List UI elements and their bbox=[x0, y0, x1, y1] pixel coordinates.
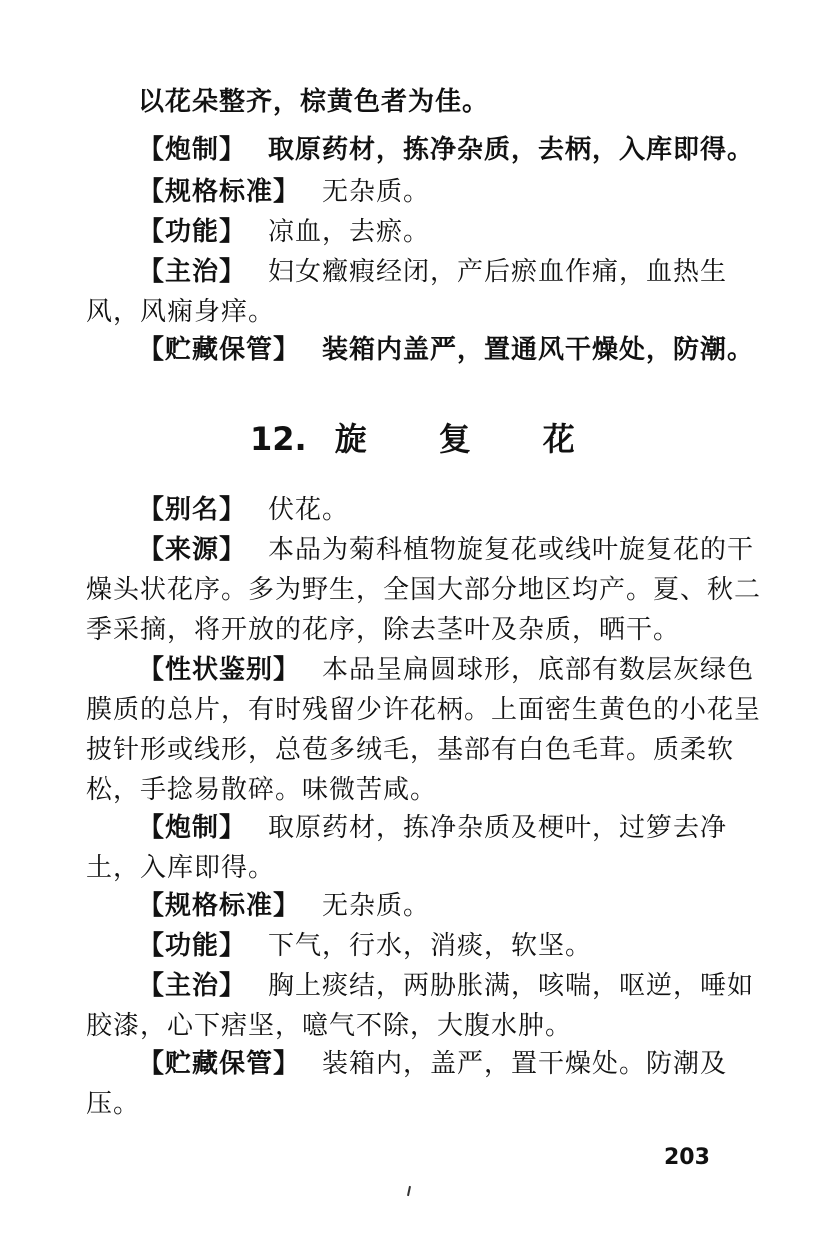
entry-title-char-3: 花 bbox=[542, 420, 575, 458]
entry-standard bbox=[86, 886, 762, 926]
prev-function bbox=[86, 212, 762, 252]
indication-label: 【主治】 bbox=[138, 971, 247, 1001]
source-label: 【来源】 bbox=[138, 535, 247, 565]
prev-storage bbox=[86, 330, 762, 370]
entry-title-char-2: 复 bbox=[438, 420, 471, 458]
prev-quality-line: 以花朵整齐，棕黄色者为佳。 bbox=[138, 87, 490, 117]
prev-processing bbox=[86, 130, 762, 170]
standard-label: 【规格标准】 bbox=[138, 891, 301, 921]
alias-text: 伏花。 bbox=[268, 495, 350, 525]
prev-processing-text: 取原药材，拣净杂质，去柄，入库即得。 bbox=[268, 135, 755, 165]
storage-label: 【贮藏保管】 bbox=[138, 1049, 301, 1079]
function-label: 【功能】 bbox=[138, 931, 247, 961]
entry-identification bbox=[86, 650, 762, 810]
processing-text: 取原药材，拣净杂质及梗叶，过箩去净土，入库即得。 bbox=[86, 813, 728, 883]
identification-text: 本品呈扁圆球形，底部有数层灰绿色膜质的总片，有时残留少许花柄。上面密生黄色的小花呈披针形或线形，总苞多绒毛，基部有白色毛茸。质柔软松，手捻易散碎。味微苦咸。 bbox=[86, 655, 762, 805]
entry-indication bbox=[86, 966, 762, 1046]
alias-label: 【别名】 bbox=[138, 495, 247, 525]
function-text: 下气，行水，消痰，软坚。 bbox=[268, 931, 593, 961]
indication-text: 胸上痰结，两胁胀满，咳喘，呕逆，唾如胶漆，心下痞坚，噫气不除，大腹水肿。 bbox=[86, 971, 755, 1041]
standard-text: 无杂质。 bbox=[322, 891, 431, 921]
prev-storage-label: 【贮藏保管】 bbox=[138, 335, 301, 365]
prev-processing-label: 【炮制】 bbox=[138, 135, 247, 165]
prev-storage-text: 装箱内盖严，置通风干燥处，防潮。 bbox=[322, 335, 755, 365]
prev-function-text: 凉血，去瘀。 bbox=[268, 217, 431, 247]
source-text: 本品为菊科植物旋复花或线叶旋复花的干燥头状花序。多为野生，全国大部分地区均产。夏、秋二季采摘，将开放的花序，除去茎叶及杂质，晒干。 bbox=[86, 535, 762, 645]
prev-function-label: 【功能】 bbox=[138, 217, 247, 247]
page-number: 203 bbox=[664, 1145, 710, 1170]
prev-standard-text: 无杂质。 bbox=[322, 177, 431, 207]
prev-indication bbox=[86, 252, 762, 332]
entry-number: 12. bbox=[250, 420, 307, 458]
entry-heading bbox=[250, 414, 575, 464]
storage-text: 装箱内，盖严，置干燥处。防潮及压。 bbox=[86, 1049, 728, 1119]
print-speck bbox=[407, 1186, 411, 1196]
entry-processing bbox=[86, 808, 762, 888]
prev-standard bbox=[86, 172, 762, 212]
prev-standard-label: 【规格标准】 bbox=[138, 177, 301, 207]
prev-indication-label: 【主治】 bbox=[138, 257, 247, 287]
entry-source bbox=[86, 530, 762, 650]
entry-alias bbox=[86, 490, 762, 530]
identification-label: 【性状鉴别】 bbox=[138, 655, 301, 685]
entry-function bbox=[86, 926, 762, 966]
processing-label: 【炮制】 bbox=[138, 813, 247, 843]
entry-title-char-1: 旋 bbox=[334, 420, 367, 458]
entry-storage bbox=[86, 1044, 762, 1124]
prev-indication-text: 妇女癥瘕经闭，产后瘀血作痛，血热生风，风痫身痒。 bbox=[86, 257, 728, 327]
